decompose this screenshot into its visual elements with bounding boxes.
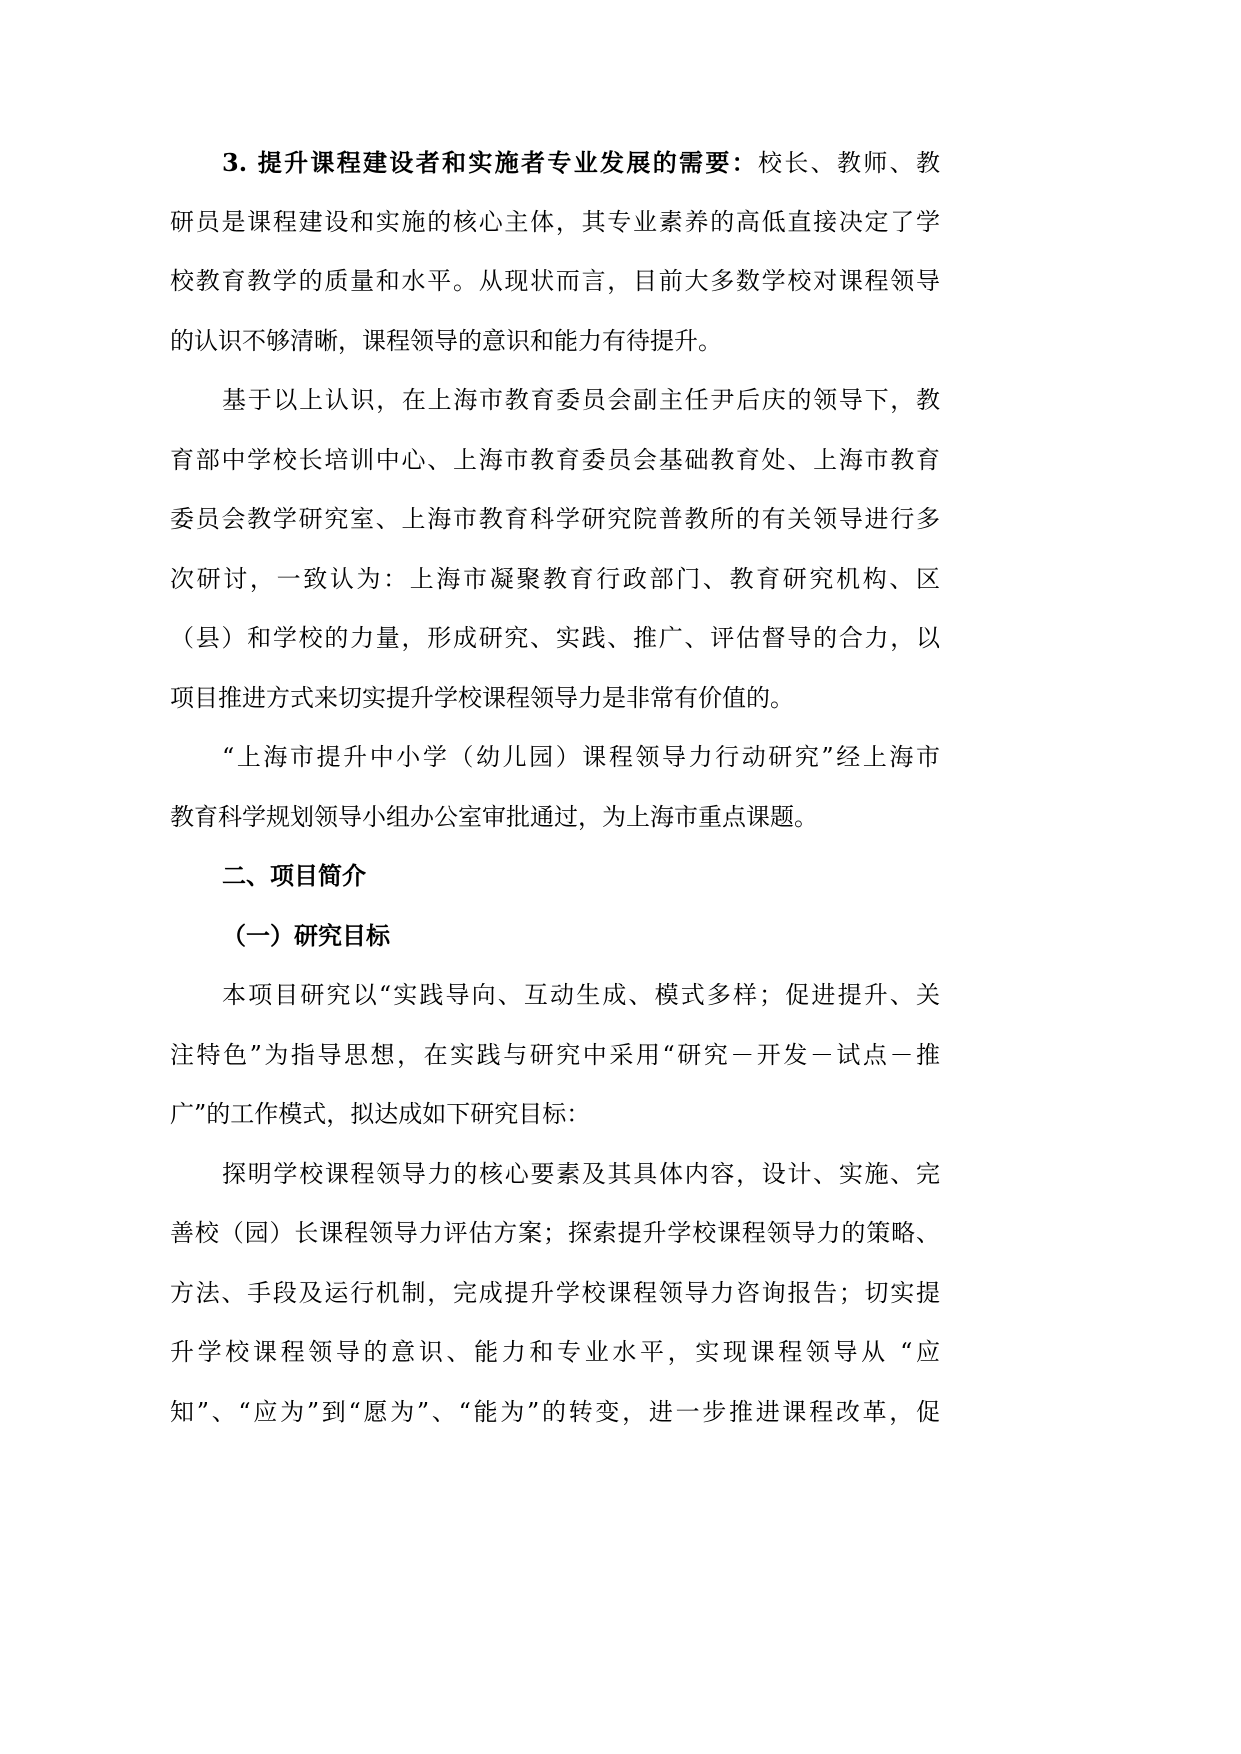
text-line: 探明学校课程领导力的核心要素及其具体内容，设计、实施、完 <box>222 1159 940 1188</box>
document-body <box>170 133 940 1442</box>
paragraph-approval <box>170 728 940 847</box>
text-line: 项目推进方式来切实提升学校课程领导力是非常有价值的。 <box>170 683 794 712</box>
text-line: 升学校课程领导的意识、能力和专业水平，实现课程领导从 “应 <box>170 1338 940 1366</box>
text-line: （县）和学校的力量，形成研究、实践、推广、评估督导的合力，以 <box>170 624 940 652</box>
text-line: 委员会教学研究室、上海市教育科学研究院普教所的有关领导进行多 <box>170 505 940 533</box>
text-line: 知”、“应为”到“愿为”、“能为”的转变，进一步推进课程改革，促 <box>170 1397 940 1426</box>
paragraph-consensus <box>170 371 940 728</box>
text-line: 育部中学校长培训中心、上海市教育委员会基础教育处、上海市教育 <box>170 445 940 474</box>
text-line <box>170 133 940 193</box>
paragraph-guiding-idea <box>170 966 940 1145</box>
text-line: 本项目研究以“实践导向、互动生成、模式多样；促进提升、关 <box>222 981 940 1009</box>
text-line: 善校（园）长课程领导力评估方案；探索提升学校课程领导力的策略、 <box>170 1219 940 1247</box>
text-line: 的认识不够清晰，课程领导的意识和能力有待提升。 <box>170 326 722 355</box>
text-line: 基于以上认识，在上海市教育委员会副主任尹后庆的领导下，教 <box>222 386 940 414</box>
text-line: 教育科学规划领导小组办公室审批通过，为上海市重点课题。 <box>170 802 818 831</box>
text-line: 校教育教学的质量和水平。从现状而言，目前大多数学校对课程领导 <box>170 267 940 295</box>
subsection-heading: （一）研究目标 <box>222 921 390 950</box>
text-line: 次研讨，一致认为：上海市凝聚教育行政部门、教育研究机构、区 <box>170 564 940 593</box>
text-line: “上海市提升中小学（幼儿园）课程领导力行动研究”经上海市 <box>222 743 940 771</box>
bold-lead-in: 3. 提升课程建设者和实施者专业发展的需要： <box>222 148 759 177</box>
text-run: 校长、教师、教 <box>758 149 940 177</box>
text-line: 广”的工作模式，拟达成如下研究目标： <box>170 1100 591 1128</box>
section-heading: 二、项目简介 <box>222 862 366 890</box>
text-line: 研员是课程建设和实施的核心主体，其专业素养的高低直接决定了学 <box>170 207 940 236</box>
paragraph-research-goals <box>170 1145 940 1443</box>
text-line: 注特色”为指导思想，在实践与研究中采用“研究－开发－试点－推 <box>170 1040 940 1069</box>
paragraph-leadership-needs <box>170 133 940 371</box>
text-line: 方法、手段及运行机制，完成提升学校课程领导力咨询报告；切实提 <box>170 1278 940 1307</box>
